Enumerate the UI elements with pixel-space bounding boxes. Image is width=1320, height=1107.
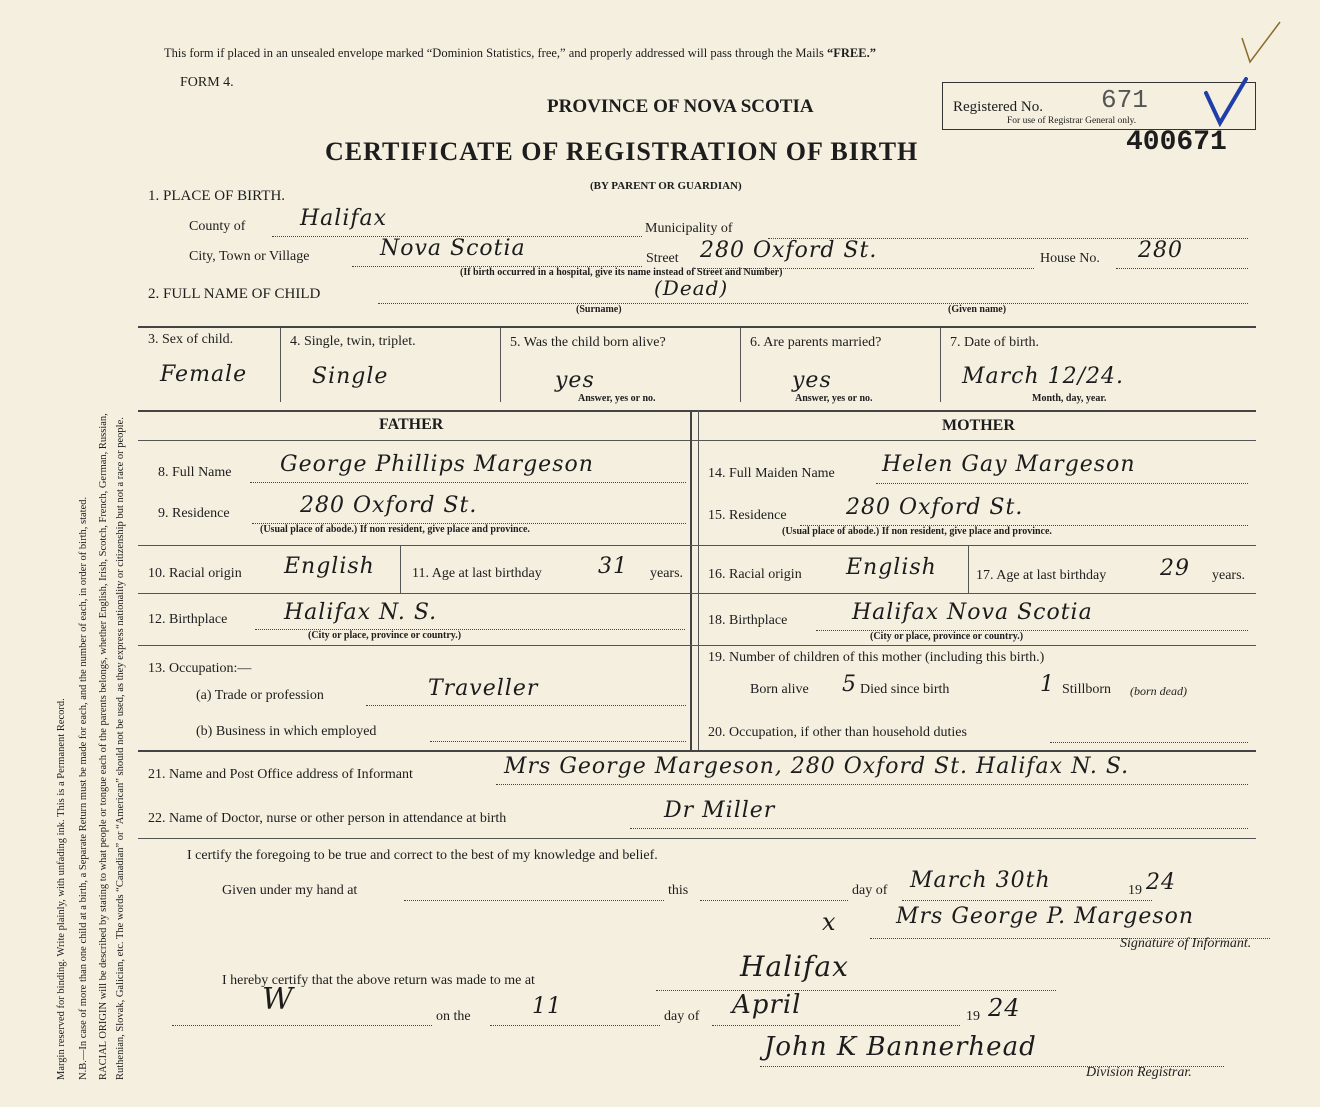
father-birthplace-caption: (City or place, province or country.) <box>308 630 462 641</box>
given-name-caption: (Given name) <box>948 304 1007 315</box>
province-heading: PROVINCE OF NOVA SCOTIA <box>547 96 814 117</box>
mother-race-value: English <box>846 555 937 580</box>
registrar-note: For use of Registrar General only. <box>1007 116 1137 126</box>
born-alive-label: Born alive <box>750 682 809 697</box>
business-label: (b) Business in which employed <box>196 724 377 739</box>
return-year-prefix: 19 <box>966 1009 980 1024</box>
given-label: Given under my hand at <box>222 883 358 898</box>
father-heading: FATHER <box>379 416 444 433</box>
occupation-label: 13. Occupation:— <box>148 661 252 676</box>
return-day-value: 11 <box>532 994 562 1019</box>
year-value: 24 <box>1146 870 1176 895</box>
mother-age-unit: years. <box>1212 568 1246 583</box>
this-label: this <box>668 883 689 898</box>
place-section-label: 1. PLACE OF BIRTH. <box>148 188 286 204</box>
married-value: yes <box>792 368 832 393</box>
house-value: 280 <box>1138 238 1183 263</box>
mother-occupation-label: 20. Occupation, if other than household duties <box>708 725 967 740</box>
mother-birthplace-caption: (City or place, province or country.) <box>870 631 1024 642</box>
return-statement: I hereby certify that the above return was made to me at <box>222 973 535 988</box>
father-residence-value: 280 Oxford St. <box>300 493 478 518</box>
mother-heading: MOTHER <box>942 417 1015 434</box>
county-value: Halifax <box>300 206 388 231</box>
surname-caption: (Surname) <box>576 304 622 315</box>
father-age-label: 11. Age at last birthday <box>412 566 542 581</box>
alive-value: yes <box>555 368 595 393</box>
married-label: 6. Are parents married? <box>750 335 882 350</box>
father-residence-label: 9. Residence <box>158 506 230 521</box>
informant-signature-caption: Signature of Informant. <box>1120 936 1252 951</box>
stillborn-caption: (born dead) <box>1130 684 1187 698</box>
check-mark-icon <box>1198 77 1258 131</box>
father-name-value: George Phillips Margeson <box>280 452 594 477</box>
plurality-value: Single <box>312 364 389 389</box>
father-age-value: 31 <box>598 554 628 579</box>
mother-birthplace-label: 18. Birthplace <box>708 613 788 628</box>
trade-label: (a) Trade or profession <box>196 688 324 703</box>
children-label: 19. Number of children of this mother (including this birth.) <box>708 650 1045 665</box>
dob-caption: Month, day, year. <box>1032 393 1107 404</box>
mother-race-label: 16. Racial origin <box>708 567 802 582</box>
mother-birthplace-value: Halifax Nova Scotia <box>852 600 1093 625</box>
stamp-number: 400671 <box>1126 127 1227 158</box>
father-birthplace-value: Halifax N. S. <box>284 600 438 625</box>
side-note-2: N.B.—In case of more than one child at a birth, a Separate Return must be made for each, and the number of each, in order of birth, stated. <box>78 496 89 1080</box>
return-place-initial: W <box>262 982 294 1017</box>
father-residence-caption: (Usual place of abode.) If non resident, give place and province. <box>260 524 530 535</box>
form-number: FORM 4. <box>180 75 234 90</box>
mother-age-label: 17. Age at last birthday <box>976 568 1107 583</box>
died-value: 1 <box>1040 672 1055 697</box>
on-the-label: on the <box>436 1009 471 1024</box>
registered-number: 671 <box>1101 85 1148 115</box>
father-age-unit: years. <box>650 566 684 581</box>
mother-residence-value: 280 Oxford St. <box>846 495 1024 520</box>
street-label: Street <box>646 251 679 266</box>
county-label: County of <box>189 219 246 234</box>
alive-label: 5. Was the child born alive? <box>510 335 666 350</box>
doctor-label: 22. Name of Doctor, nurse or other person in attendance at birth <box>148 811 507 826</box>
mother-age-value: 29 <box>1160 556 1190 581</box>
doctor-value: Dr Miller <box>664 798 776 823</box>
side-note-1: Margin reserved for binding. Write plainly, with unfading ink. This is a Permanent Record. <box>56 698 67 1080</box>
registrar-caption: Division Registrar. <box>1086 1065 1192 1080</box>
father-race-value: English <box>284 554 375 579</box>
stillborn-label: Stillborn <box>1062 682 1112 697</box>
return-month-value: April <box>732 990 802 1020</box>
mother-name-label: 14. Full Maiden Name <box>708 466 835 481</box>
sex-label: 3. Sex of child. <box>148 332 234 347</box>
informant-label: 21. Name and Post Office address of Informant <box>148 767 413 782</box>
informant-signature: Mrs George P. Margeson <box>896 904 1195 929</box>
side-note-4: Ruthenian, Slovak, Galician, etc. The words “Canadian” or “American” should not be used, as they express nationality or citizenship but not a race or people. <box>115 417 126 1080</box>
return-year-value: 24 <box>988 994 1021 1022</box>
return-day-of-label: day of <box>664 1009 700 1024</box>
married-caption: Answer, yes or no. <box>795 393 873 404</box>
registered-label: Registered No. <box>953 99 1043 115</box>
hospital-note: (If birth occurred in a hospital, give its name instead of Street and Number) <box>460 267 783 278</box>
dob-label: 7. Date of birth. <box>950 335 1040 350</box>
registered-box <box>942 82 1256 130</box>
house-label: House No. <box>1040 251 1100 266</box>
side-note-3: RACIAL ORIGIN will be described by stating to what people or tongue each of the parents belongs, whether English, Irish, Scotch, French, German, Russian, <box>98 413 109 1080</box>
street-value: 280 Oxford St. <box>700 238 878 263</box>
return-place-value: Halifax <box>740 950 849 983</box>
mother-residence-caption: (Usual place of abode.) If non resident, give place and province. <box>782 526 1052 537</box>
father-birthplace-label: 12. Birthplace <box>148 612 228 627</box>
certify-statement: I certify the foregoing to be true and correct to the best of my knowledge and belief. <box>187 848 658 863</box>
pencil-check-icon <box>1238 18 1284 64</box>
city-value: Nova Scotia <box>380 236 526 261</box>
day-of-label: day of <box>852 883 888 898</box>
dob-value: March 12/24. <box>962 364 1125 389</box>
died-label: Died since birth <box>860 682 950 697</box>
municipality-label: Municipality of <box>645 221 733 236</box>
father-name-label: 8. Full Name <box>158 465 232 480</box>
x-mark: x <box>822 908 837 936</box>
sex-value: Female <box>160 362 248 387</box>
mail-notice: This form if placed in an unsealed envelope marked “Dominion Statistics, free,” and properly addressed will pass through the Mails “FREE.” <box>164 46 876 60</box>
plurality-label: 4. Single, twin, triplet. <box>290 334 416 349</box>
year-prefix: 19 <box>1128 883 1142 898</box>
registrar-signature: John K Bannerhead <box>764 1032 1037 1062</box>
given-date-value: March 30th <box>910 868 1051 893</box>
child-name-value: (Dead) <box>654 276 729 300</box>
trade-value: Traveller <box>428 676 539 701</box>
alive-caption: Answer, yes or no. <box>578 393 656 404</box>
child-name-label: 2. FULL NAME OF CHILD <box>148 286 321 302</box>
city-label: City, Town or Village <box>189 249 310 264</box>
page-subtitle: (BY PARENT OR GUARDIAN) <box>590 180 742 192</box>
mother-residence-label: 15. Residence <box>708 508 787 523</box>
mother-name-value: Helen Gay Margeson <box>882 452 1136 477</box>
father-race-label: 10. Racial origin <box>148 566 242 581</box>
page-title: CERTIFICATE OF REGISTRATION OF BIRTH <box>325 137 919 166</box>
born-alive-value: 5 <box>842 672 857 697</box>
informant-value: Mrs George Margeson, 280 Oxford St. Halifax N. S. <box>504 754 1130 779</box>
